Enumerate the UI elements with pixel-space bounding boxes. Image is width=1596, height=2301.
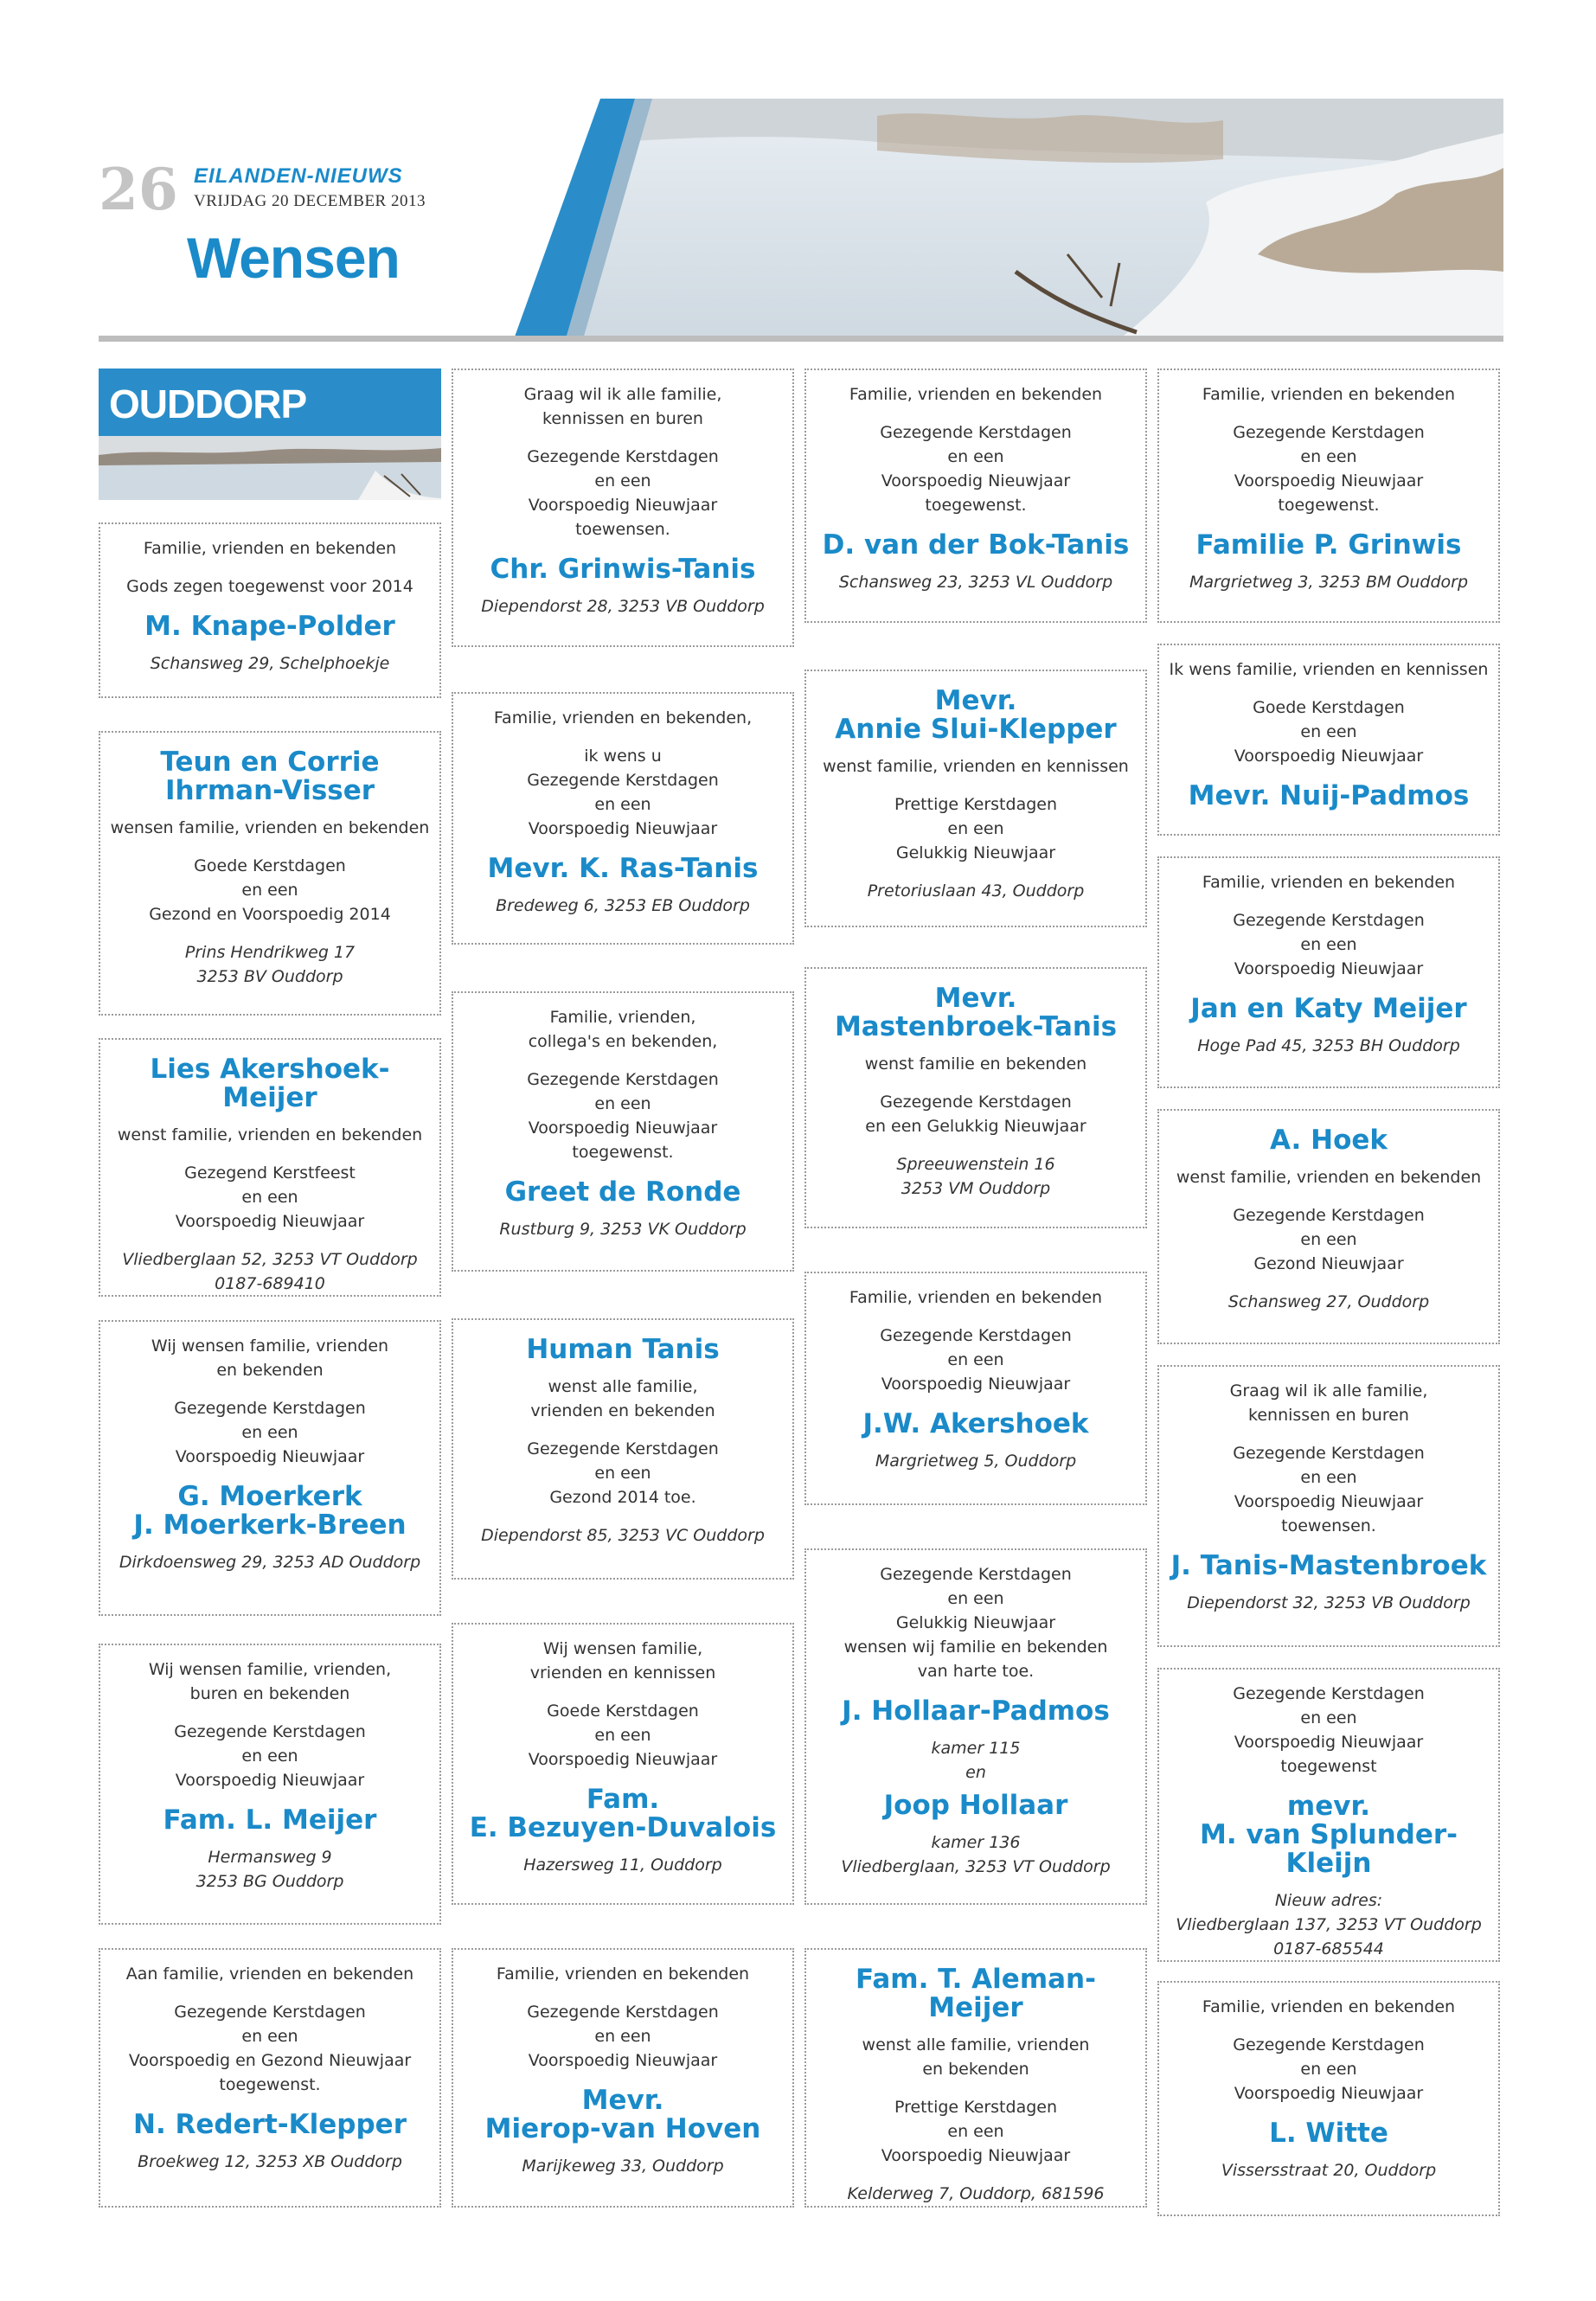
greeting-card bbox=[452, 369, 794, 647]
sender-address: Schansweg 29, Schelphoekje bbox=[150, 654, 390, 673]
sender-name: Fam. L. Meijer bbox=[163, 1804, 377, 1836]
greeting-card bbox=[1157, 1365, 1500, 1647]
sender-address: Nieuw adres: Vliedberglaan 137, 3253 VT Ouddorp 0187-685544 bbox=[1176, 1891, 1482, 1958]
greeting-text: Familie, vrienden en bekenden bbox=[1202, 873, 1456, 892]
sender-name: Chr. Grinwis-Tanis bbox=[490, 554, 756, 585]
sender-name: J.W. Akershoek bbox=[862, 1408, 1089, 1439]
greeting-text: Gezegende Kerstdagen en een Gelukkig Nieuwjaar wensen wij familie en bekenden van harte toe. bbox=[843, 1565, 1108, 1681]
sender-address: Diependorst 28, 3253 VB Ouddorp bbox=[481, 597, 765, 616]
sender-address: Margrietweg 5, Ouddorp bbox=[875, 1452, 1077, 1471]
greeting-card bbox=[804, 369, 1147, 623]
greeting-card bbox=[452, 1948, 794, 2208]
winter-landscape-photo bbox=[514, 99, 1503, 339]
sender-name: Familie P. Grinwis bbox=[1195, 529, 1462, 561]
sender-address: Vliedberglaan 52, 3253 VT Ouddorp 0187-689410 bbox=[122, 1250, 418, 1293]
sender-address: Diependorst 32, 3253 VB Ouddorp bbox=[1187, 1593, 1471, 1612]
newspaper-name: EILANDEN-NIEUWS bbox=[194, 164, 403, 188]
greeting-text: wenst familie, vrienden en bekenden bbox=[117, 1125, 423, 1144]
sender-address: Rustburg 9, 3253 VK Ouddorp bbox=[499, 1220, 747, 1239]
header-rule bbox=[99, 336, 1503, 342]
greeting-text: Goede Kerstdagen en een Voorspoedig Nieuwjaar bbox=[1234, 698, 1424, 766]
sender-address: Broekweg 12, 3253 XB Ouddorp bbox=[138, 2152, 402, 2171]
sender-address: Bredeweg 6, 3253 EB Ouddorp bbox=[496, 896, 750, 915]
greeting-card bbox=[1157, 1668, 1500, 1962]
sender-name: J. Hollaar-Padmos bbox=[842, 1695, 1110, 1727]
sender-address: Vissersstraat 20, Ouddorp bbox=[1221, 2161, 1437, 2180]
greeting-text: Gezegende Kerstdagen en een Voorspoedig Nieuwjaar toegewenst. bbox=[1233, 423, 1425, 515]
greeting-card bbox=[804, 1948, 1147, 2208]
greeting-text: Gezegende Kerstdagen en een Voorspoedig Nieuwjaar bbox=[1233, 911, 1425, 978]
sender-name: Mevr. Mierop-van Hoven bbox=[484, 2085, 761, 2144]
greeting-text: wensen familie, vrienden en bekenden bbox=[110, 818, 430, 837]
greeting-text: Gezegende Kerstdagen en een Voorspoedig Nieuwjaar toegewenst bbox=[1233, 1684, 1425, 1776]
sender-name: Teun en Corrie Ihrman-Visser bbox=[160, 747, 380, 806]
greeting-card bbox=[1157, 856, 1500, 1088]
greeting-text: wenst familie en bekenden bbox=[864, 1054, 1087, 1074]
greeting-text: Familie, vrienden en bekenden, bbox=[493, 708, 753, 727]
greeting-text: Gods zegen toegewenst voor 2014 bbox=[126, 577, 413, 596]
sender-name: Mevr. Nuij-Padmos bbox=[1188, 780, 1470, 811]
greeting-card bbox=[1157, 1109, 1500, 1344]
issue-date: VRIJDAG 20 DECEMBER 2013 bbox=[194, 192, 426, 210]
sender-name: J. Tanis-Mastenbroek bbox=[1170, 1550, 1487, 1581]
sender-name: A. Hoek bbox=[1269, 1125, 1388, 1156]
greeting-text: Gezegende Kerstdagen en een Voorspoedig Nieuwjaar toewensen. bbox=[1233, 1444, 1425, 1535]
sender-name: Lies Akershoek-Meijer bbox=[150, 1054, 390, 1113]
sender-name: Human Tanis bbox=[526, 1334, 720, 1365]
greeting-card bbox=[452, 692, 794, 945]
room-note: kamer 115 en bbox=[931, 1739, 1021, 1782]
sender-name: Greet de Ronde bbox=[504, 1176, 741, 1208]
sender-address: Hoge Pad 45, 3253 BH Ouddorp bbox=[1197, 1036, 1460, 1055]
greeting-text: Gezegende Kerstdagen en een Gelukkig Nieuwjaar bbox=[865, 1093, 1086, 1136]
greeting-card bbox=[804, 967, 1147, 1228]
greeting-text: Prettige Kerstdagen en een Voorspoedig Nieuwjaar bbox=[881, 2098, 1071, 2165]
greeting-card bbox=[99, 1644, 441, 1925]
greeting-text: Familie, vrienden en bekenden bbox=[1202, 385, 1456, 404]
sender-name: Mevr. Annie Slui-Klepper bbox=[835, 685, 1117, 745]
sender-address: Kelderweg 7, Ouddorp, 681596 bbox=[847, 2184, 1105, 2203]
greeting-text: Gezegende Kerstdagen en een Gezond Nieuwjaar bbox=[1233, 1206, 1425, 1273]
sender-address: Vliedberglaan, 3253 VT Ouddorp bbox=[841, 1857, 1111, 1876]
greeting-card bbox=[452, 991, 794, 1272]
sender-address: Schansweg 27, Ouddorp bbox=[1227, 1292, 1430, 1311]
greeting-text: Aan familie, vrienden en bekenden bbox=[125, 1965, 414, 1984]
sender-address: Hermansweg 9 3253 BG Ouddorp bbox=[195, 1848, 344, 1891]
greeting-text: wenst alle familie, vrienden en bekenden bbox=[530, 1377, 715, 1420]
greeting-text: wenst alle familie, vrienden en bekenden bbox=[862, 2035, 1090, 2079]
greeting-text: Goede Kerstdagen en een Voorspoedig Nieuwjaar bbox=[528, 1702, 718, 1769]
greeting-card bbox=[804, 670, 1147, 927]
sender-address: Margrietweg 3, 3253 BM Ouddorp bbox=[1189, 573, 1469, 592]
greeting-card bbox=[1157, 369, 1500, 623]
greeting-text: Familie, vrienden en bekenden bbox=[143, 539, 397, 558]
greeting-text: wenst familie, vrienden en bekenden bbox=[1176, 1168, 1482, 1187]
greeting-card bbox=[99, 1948, 441, 2208]
region-label: OUDDORP bbox=[109, 381, 307, 426]
greeting-text: Gezegende Kerstdagen en een Voorspoedig en Gezond Nieuwjaar toegewenst. bbox=[128, 2003, 412, 2094]
sender-address: Hazersweg 11, Ouddorp bbox=[523, 1856, 722, 1875]
greeting-card bbox=[1157, 644, 1500, 836]
greeting-text: Gezegende Kerstdagen en een Voorspoedig Nieuwjaar toegewenst. bbox=[527, 1070, 719, 1162]
region-banner bbox=[99, 369, 441, 500]
greeting-text: Gezegende Kerstdagen en een Voorspoedig Nieuwjaar bbox=[1233, 2035, 1425, 2103]
greeting-card bbox=[99, 1320, 441, 1616]
greeting-text: Gezegend Kerstfeest en een Voorspoedig Nieuwjaar bbox=[175, 1163, 365, 1231]
greeting-text: Wij wensen familie, vrienden en bekenden bbox=[151, 1336, 389, 1380]
sender-address: Dirkdoensweg 29, 3253 AD Ouddorp bbox=[119, 1553, 421, 1572]
sender-name: Mevr. Mastenbroek-Tanis bbox=[834, 983, 1118, 1042]
room-note: kamer 136 bbox=[931, 1833, 1021, 1852]
greeting-card bbox=[99, 522, 441, 698]
sender-address: Pretoriuslaan 43, Ouddorp bbox=[867, 881, 1085, 901]
greeting-text: Gezegende Kerstdagen en een Gezond 2014 toe. bbox=[527, 1439, 719, 1507]
sender-name: Fam. T. Aleman-Meijer bbox=[856, 1964, 1096, 2023]
greeting-text: Graag wil ik alle familie, kennissen en buren bbox=[1229, 1381, 1428, 1425]
sender-name: D. van der Bok-Tanis bbox=[822, 529, 1130, 561]
sender-name: Jan en Katy Meijer bbox=[1190, 993, 1467, 1024]
greeting-text: Prettige Kerstdagen en een Gelukkig Nieuwjaar bbox=[894, 795, 1058, 862]
greeting-text: Wij wensen familie, vrienden, buren en bekenden bbox=[148, 1660, 392, 1703]
sender-address: Spreeuwenstein 16 3253 VM Ouddorp bbox=[896, 1155, 1055, 1198]
sender-address: Schansweg 23, 3253 VL Ouddorp bbox=[838, 573, 1113, 592]
sender-name: L. Witte bbox=[1269, 2118, 1388, 2149]
greeting-card bbox=[804, 1548, 1147, 1905]
greeting-card bbox=[99, 1038, 441, 1297]
page-number: 26 bbox=[99, 156, 178, 223]
greeting-text: Familie, vrienden en bekenden bbox=[496, 1965, 750, 1984]
sender-name: N. Redert-Klepper bbox=[133, 2109, 407, 2140]
greeting-text: Gezegende Kerstdagen en een Voorspoedig Nieuwjaar bbox=[174, 1722, 366, 1790]
section-title: Wensen bbox=[187, 226, 400, 290]
greeting-card bbox=[1157, 1981, 1500, 2216]
greeting-text: Gezegende Kerstdagen en een Voorspoedig Nieuwjaar bbox=[527, 2003, 719, 2070]
greeting-text: ik wens u Gezegende Kerstdagen en een Voorspoedig Nieuwjaar bbox=[527, 747, 719, 838]
sender-name: G. Moerkerk J. Moerkerk-Breen bbox=[133, 1481, 407, 1541]
sender-name: M. Knape-Polder bbox=[144, 611, 395, 642]
sender-name: Mevr. K. Ras-Tanis bbox=[487, 853, 759, 884]
greeting-card bbox=[99, 731, 441, 1016]
greeting-text: Wij wensen familie, vrienden en kennissen bbox=[529, 1639, 716, 1682]
region-photo bbox=[99, 436, 441, 500]
greeting-text: Gezegende Kerstdagen en een Voorspoedig Nieuwjaar bbox=[880, 1326, 1072, 1394]
sender-name: Fam. E. Bezuyen-Duvalois bbox=[469, 1784, 777, 1843]
greeting-text: Gezegende Kerstdagen en een Voorspoedig Nieuwjaar toegewenst. bbox=[880, 423, 1072, 515]
page-header bbox=[99, 99, 1503, 341]
greeting-text: Familie, vrienden en bekenden bbox=[1202, 1997, 1456, 2016]
sender-name: mevr. M. van Splunder-Kleijn bbox=[1199, 1791, 1458, 1879]
greeting-text: Gezegende Kerstdagen en een Voorspoedig Nieuwjaar bbox=[174, 1399, 366, 1466]
sender-address: Prins Hendrikweg 17 3253 BV Ouddorp bbox=[184, 943, 356, 986]
greeting-text: Goede Kerstdagen en een Gezond en Voorspoedig 2014 bbox=[149, 856, 391, 924]
sender-name: Joop Hollaar bbox=[883, 1790, 1068, 1821]
greeting-text: Gezegende Kerstdagen en een Voorspoedig Nieuwjaar toewensen. bbox=[527, 447, 719, 539]
greeting-text: Ik wens familie, vrienden en kennissen bbox=[1169, 660, 1489, 679]
greeting-card bbox=[452, 1318, 794, 1580]
sender-address: Diependorst 85, 3253 VC Ouddorp bbox=[481, 1526, 765, 1545]
greeting-text: wenst familie, vrienden en kennissen bbox=[823, 757, 1129, 776]
greeting-card bbox=[804, 1272, 1147, 1505]
greeting-card bbox=[452, 1623, 794, 1905]
greeting-text: Graag wil ik alle familie, kennissen en buren bbox=[523, 385, 722, 428]
sender-address: Marijkeweg 33, Ouddorp bbox=[522, 2157, 724, 2176]
greeting-text: Familie, vrienden en bekenden bbox=[849, 1288, 1103, 1307]
greeting-text: Familie, vrienden en bekenden bbox=[849, 385, 1103, 404]
greeting-text: Familie, vrienden, collega's en bekenden, bbox=[528, 1008, 718, 1051]
